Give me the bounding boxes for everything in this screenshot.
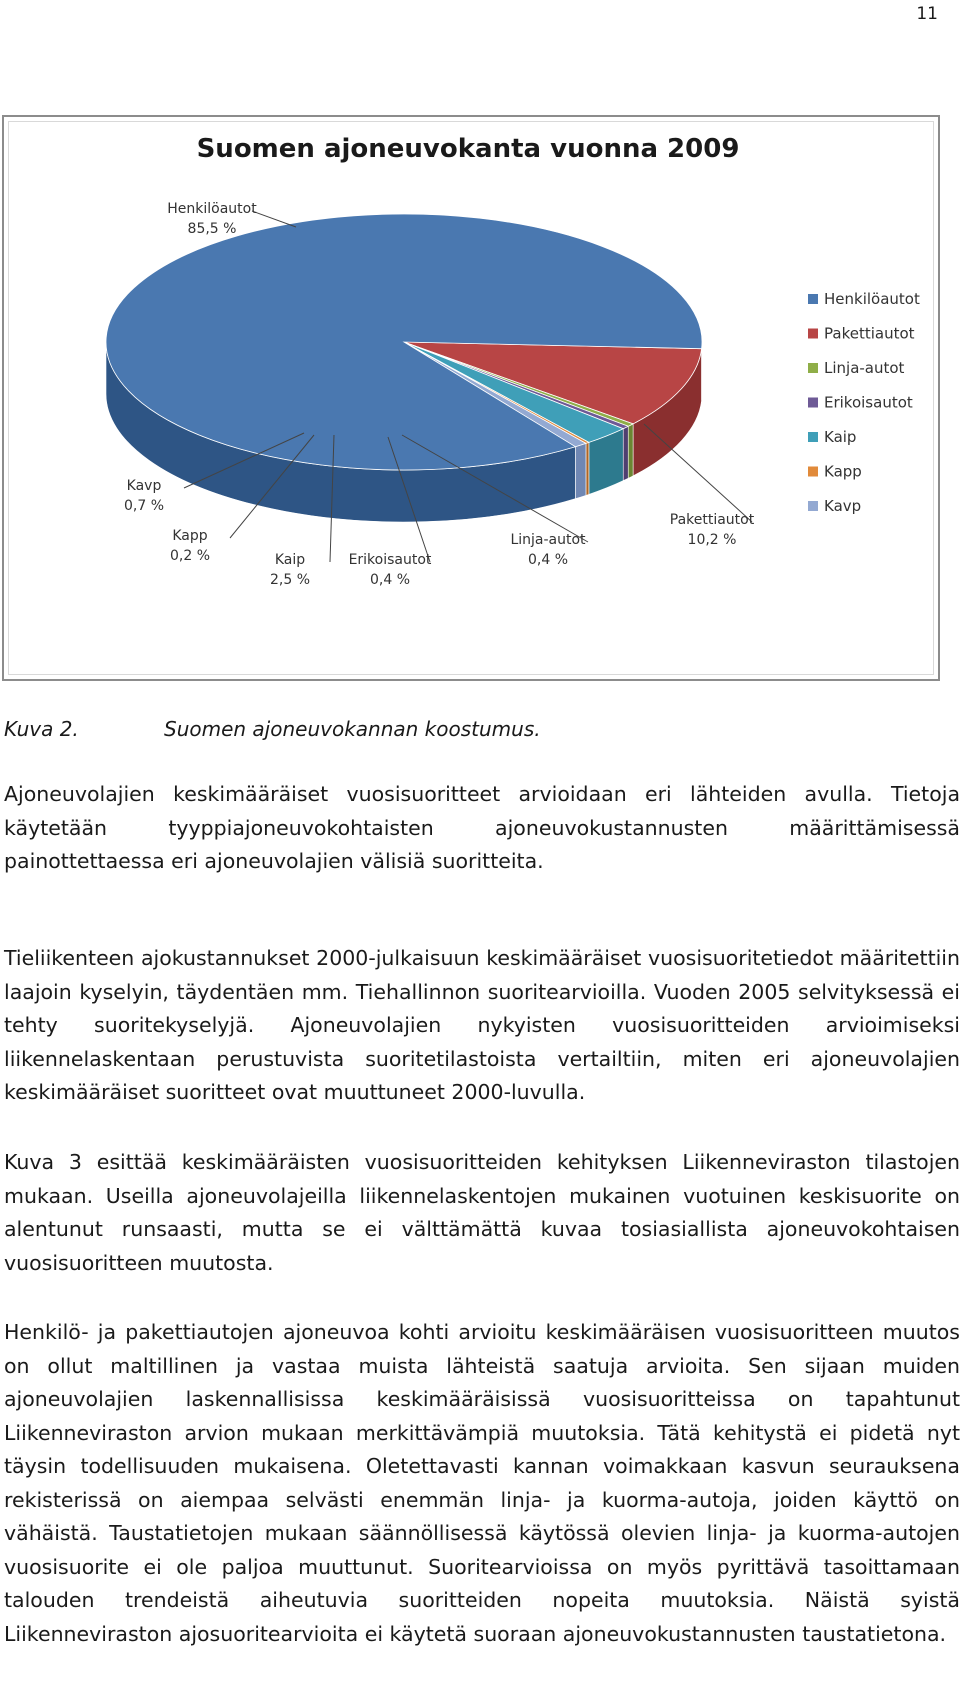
- slice-side-6: [575, 443, 586, 498]
- legend-swatch-2: [808, 363, 818, 373]
- data-label-name-0: Henkilöautot: [167, 201, 257, 217]
- data-label-name-2: Linja-autot: [510, 532, 586, 548]
- data-label-value-1: 10,2 %: [687, 532, 737, 548]
- data-label-name-5: Kapp: [172, 528, 208, 544]
- data-label-name-6: Kavp: [126, 478, 162, 494]
- data-label-value-3: 0,4 %: [369, 572, 411, 588]
- legend-swatch-0: [808, 294, 818, 304]
- leader-line-0: [252, 211, 296, 227]
- data-label-name-3: Erikoisautot: [348, 552, 432, 568]
- chart-title: Suomen ajoneuvokanta vuonna 2009: [196, 134, 740, 164]
- leader-line-1: [644, 424, 752, 522]
- legend-label-2: Linja-autot: [824, 359, 905, 377]
- paragraph-3: Kuva 3 esittää keskimääräisten vuosisuoritteiden kehityksen Liikenneviraston tilastojen mukaan. Useilla ajoneuvolajeilla liikennelaskentojen mukainen vuotuinen keskisuorite on alentunut runsaasti, mutta se ei välttämättä kuvaa tosiasiallista ajoneuvokohtaisen vuosisuoritteen muutosta.: [4, 1150, 960, 1275]
- pie-chart: [4, 117, 938, 679]
- data-label-value-6: 0,7 %: [123, 498, 165, 514]
- slice-side-5: [586, 442, 589, 495]
- legend-swatch-4: [808, 432, 818, 442]
- legend-label-4: Kaip: [824, 428, 857, 446]
- legend-swatch-5: [808, 467, 818, 477]
- data-label-name-1: Pakettiautot: [669, 512, 755, 528]
- paragraph-1: Ajoneuvolajien keskimääräiset vuosisuoritteet arvioidaan eri lähteiden avulla. Tietoja käytetään tyyppiajoneuvokohtaisten ajoneuvokustannusten määrittämisessä painottettaessa eri ajoneuvolajien välisiä suoritteita.: [4, 782, 960, 873]
- legend-swatch-3: [808, 398, 818, 408]
- legend: [808, 290, 920, 515]
- pie-chart-frame: [2, 115, 940, 681]
- slice-side-2: [628, 424, 633, 478]
- pie-slices: [106, 214, 702, 522]
- legend-swatch-6: [808, 501, 818, 511]
- legend-label-3: Erikoisautot: [824, 393, 913, 412]
- page-number: 11: [916, 4, 938, 24]
- legend-label-0: Henkilöautot: [824, 290, 920, 308]
- paragraph-2: Tieliikenteen ajokustannukset 2000-julkaisuun keskimääräiset vuosisuoritetiedot määritettiin laajoin kyselyin, täydentäen mm. Tiehallinnon suoritearvioilla. Vuoden 2005 selvityksessä ei tehty suoritekyselyjä. Ajoneuvolajien nykyisten vuosisuoritteiden arvioimiseksi liikennelaskentaan perustuvista suoritetilastoista vertailtiin, miten eri ajoneuvolajien keskimääräiset suoritteet ovat muuttuneet 2000-luvulla.: [4, 946, 960, 1104]
- caption-text: Suomen ajoneuvokannan koostumus.: [164, 717, 541, 741]
- paragraph-4: Henkilö- ja pakettiautojen ajoneuvoa kohti arvioitu keskimääräisen vuosisuoritteen muutos on ollut maltillinen ja vastaa muista lähteistä saatuja arvioita. Sen sijaan muiden ajoneuvolajien laskennallisissa keskimääräisissä vuosisuoritteissa on tapahtunut Liikenneviraston arvion mukaan merkittävämpiä muutoksia. Tätä kehitystä ei pidetä nyt täysin todellisuuden mukaisena. Oletettavasti kannan voimakkaan kasvun seurauksena rekisterissä on aiempaa selvästi enemmän linja- ja kuorma-autoja, joiden käyttö on vähäistä. Taustatietojen mukaan säännöllisessä käytössä olevien linja- ja kuorma-autojen vuosisuorite ei ole paljoa muuttunut. Suoritearvioissa on myös pyrittävä tasoittamaan talouden trendeistä aiheutuvia suoritteiden nopeita muutoksia. Näistä syistä Liikenneviraston ajosuoritearvioita ei käytetä suoraan ajoneuvokustannusten taustatietona.: [4, 1320, 960, 1646]
- legend-label-5: Kapp: [824, 462, 862, 481]
- caption-label: Kuva 2.: [4, 717, 79, 741]
- legend-swatch-1: [808, 329, 818, 339]
- legend-label-6: Kavp: [824, 497, 862, 515]
- data-label-value-4: 2,5 %: [269, 572, 311, 588]
- data-label-value-5: 0,2 %: [169, 548, 211, 564]
- slice-side-3: [623, 426, 628, 480]
- legend-label-1: Pakettiautot: [824, 324, 915, 343]
- data-label-name-4: Kaip: [274, 552, 306, 568]
- data-label-value-0: 85,5 %: [187, 221, 237, 237]
- figure-caption: [4, 717, 541, 741]
- data-label-value-2: 0,4 %: [527, 552, 569, 568]
